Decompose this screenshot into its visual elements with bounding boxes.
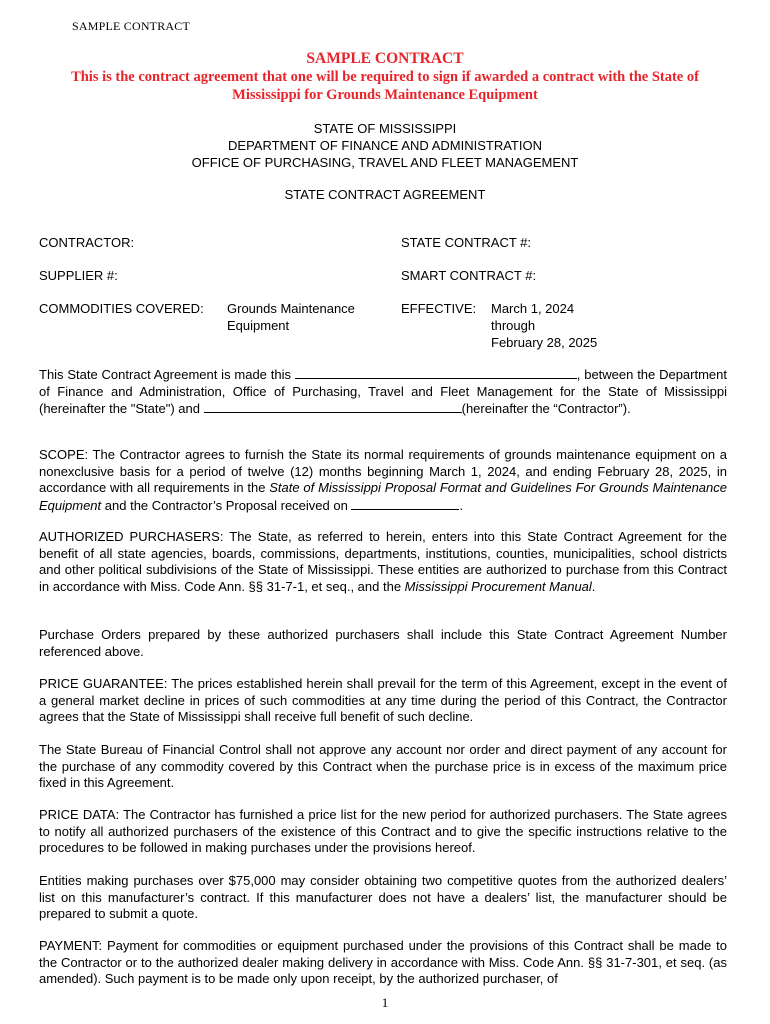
authorized-purchasers-paragraph xyxy=(39,529,727,595)
state-contract-label: STATE CONTRACT #: xyxy=(401,235,532,250)
commodities-label: COMMODITIES COVERED: xyxy=(39,301,204,316)
effective-end: February 28, 2025 xyxy=(491,335,598,350)
commodities-value xyxy=(227,300,355,334)
commodities-value-line-1: Grounds Maintenance xyxy=(227,301,355,316)
smart-contract-label: SMART CONTRACT #: xyxy=(401,268,537,283)
price-data-paragraph: PRICE DATA: The Contractor has furnished a price list for the new period for authorized purchasers. The State agrees to notify all authorized purchasers of the existence of this Contract and to give the specific instructions relative to the procedures to be followed in making purchases under the provisions hereof. xyxy=(39,807,727,855)
contractor-label: CONTRACTOR: xyxy=(39,235,135,250)
contractor-name-blank xyxy=(204,400,462,413)
bureau-paragraph: The State Bureau of Financial Control shall not approve any account nor order and direct payment of any account for the purchase of any commodity covered by this Contract when the purchase price is in excess of the maximum price fixed in this Agreement. xyxy=(39,742,727,790)
effective-through: through xyxy=(491,318,536,333)
scope-end: . xyxy=(459,497,464,513)
commodities-value-line-2: Equipment xyxy=(227,318,290,333)
notice-line-2: Mississippi for Grounds Maintenance Equipment xyxy=(232,87,538,103)
procurement-manual-title: Mississippi Procurement Manual xyxy=(404,578,592,594)
agency-line-1: STATE OF MISSISSIPPI xyxy=(313,121,457,136)
payment-paragraph: PAYMENT: Payment for commodities or equipment purchased under the provisions of this Contract shall be made to the Contractor or to the authorized dealer making delivery in accordance with Miss. Code Ann. §§ 31-7-301, et seq. (as amended). Such payment is to be made only upon receipt, by the authorized purchaser, of xyxy=(39,938,727,986)
intro-paragraph xyxy=(39,366,727,418)
sample-notice xyxy=(30,50,740,104)
entities-paragraph: Entities making purchases over $75,000 may consider obtaining two competitive quotes from the authorized dealers’ list on this manufacturer’s contract. If this manufacturer does not have a dealers’ list, the manufacturer should be prepared to submit a quote. xyxy=(39,873,727,921)
effective-dates xyxy=(491,300,597,351)
document-title: STATE CONTRACT AGREEMENT xyxy=(284,187,486,202)
notice-title: SAMPLE CONTRACT xyxy=(306,50,464,67)
agency-header xyxy=(30,120,740,171)
agency-line-3: OFFICE OF PURCHASING, TRAVEL AND FLEET MANAGEMENT xyxy=(191,155,579,170)
proposal-date-blank xyxy=(351,497,459,510)
notice-line-1: This is the contract agreement that one will be required to sign if awarded a contract with the State of xyxy=(71,69,699,85)
effective-start: March 1, 2024 xyxy=(491,301,575,316)
agency-line-2: DEPARTMENT OF FINANCE AND ADMINISTRATION xyxy=(228,138,542,153)
supplier-label: SUPPLIER #: xyxy=(39,268,118,283)
intro-text-b: , between the Department of Finance and Administration, Office of Purchasing, Travel and Fleet Management for the State of Mississippi (hereinafter the "State") and xyxy=(39,367,727,416)
intro-text-c: (hereinafter the “Contractor”). xyxy=(461,401,631,416)
authorized-text: AUTHORIZED PURCHASERS: The State, as referred to herein, enters into this State Contract Agreement for the benefit of all state agencies, boards, commissions, departments, institutions, counties, municipalities, school districts and other political subdivisions of the State of Mississippi. These entities are authorized to purchase from this Contract in accordance with Miss. Code Ann. §§ 31-7-1, et seq., and the xyxy=(39,529,727,594)
price-guarantee-paragraph: PRICE GUARANTEE: The prices established herein shall prevail for the term of this Agreement, except in the event of a general market decline in prices of such commodities at any time during the period of this Contract, the Contractor agrees that the State of Mississippi shall receive full benefit of such decline. xyxy=(39,676,727,724)
effective-label: EFFECTIVE: xyxy=(401,301,477,316)
scope-guidelines-title: State of Mississippi Proposal Format and Guidelines For Grounds Maintenance Equipment xyxy=(39,480,727,513)
date-blank xyxy=(295,366,577,379)
page-number: 1 xyxy=(381,995,389,1010)
scope-paragraph xyxy=(39,447,727,514)
purchase-orders-paragraph: Purchase Orders prepared by these authorized purchasers shall include this State Contract Agreement Number referenced above. xyxy=(39,627,727,659)
authorized-end: . xyxy=(591,578,596,594)
running-header: SAMPLE CONTRACT xyxy=(72,19,191,33)
scope-text-b: and the Contractor’s Proposal received on xyxy=(104,497,348,513)
intro-text-a: This State Contract Agreement is made this xyxy=(39,367,291,382)
scope-text-a: SCOPE: The Contractor agrees to furnish the State its normal requirements of grounds maintenance equipment on a nonexclusive basis for a period of twelve (12) months beginning March 1, 2024, and ending February 28, 2025, in accordance with all requirements in the xyxy=(39,447,727,495)
